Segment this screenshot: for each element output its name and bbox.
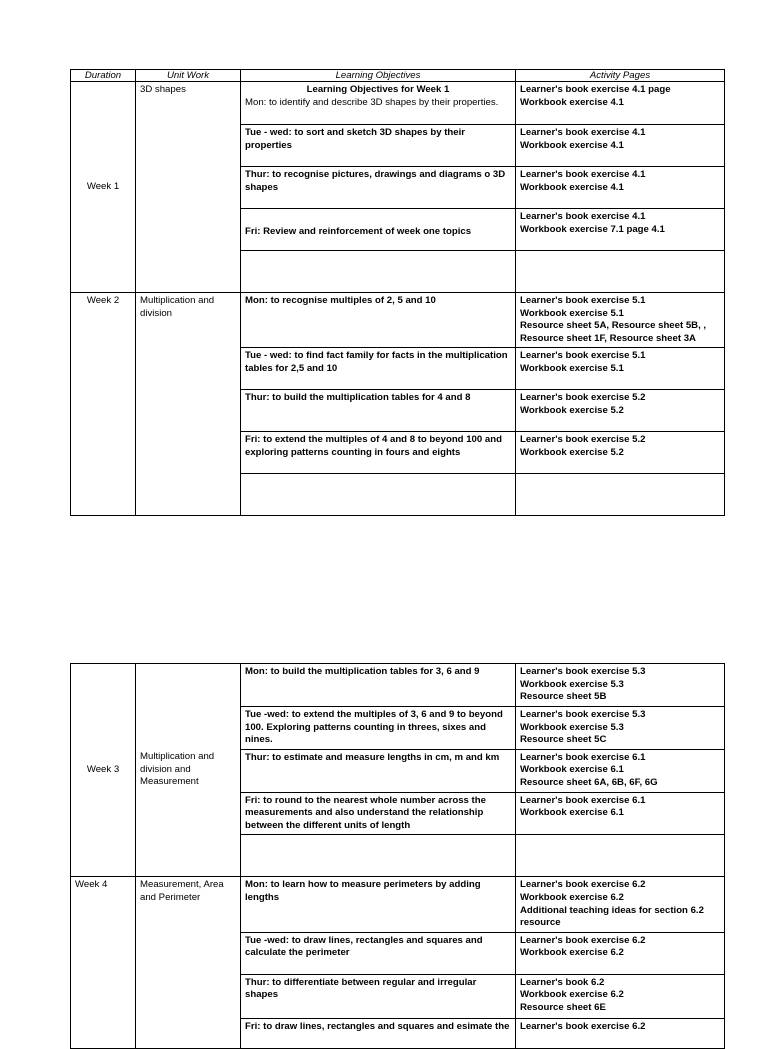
objective-text: Thur: to recognise pictures, drawings and diagrams o 3D shapes bbox=[245, 169, 506, 193]
objective-cell-empty bbox=[241, 835, 516, 877]
activity-line: Learner's book exercise 4.1 page bbox=[520, 84, 671, 95]
objective-text: Thur: to differentiate between regular and irregular shapes bbox=[245, 976, 477, 1001]
activity-line: Resource sheet 5B bbox=[520, 691, 607, 703]
objective-cell bbox=[241, 125, 516, 167]
activity-line: Workbook exercise 6.2 bbox=[520, 989, 624, 1001]
objective-cell bbox=[241, 432, 516, 474]
objective-text: Tue -wed: to extend the multiples of 3, 6 and 9 to beyond 100. Exploring patterns counting in threes, sixes and nines. bbox=[245, 709, 503, 746]
activity-line: Learner's book exercise 6.2 bbox=[520, 879, 646, 891]
activity-cell bbox=[516, 1018, 725, 1048]
activity-line: Resource sheet 5C bbox=[520, 734, 607, 746]
objective-text: Fri: to draw lines, rectangles and squares and esimate the bbox=[245, 1020, 510, 1032]
activity-line: Resource sheet 6A, 6B, 6F, 6G bbox=[520, 776, 658, 788]
objective-text: Mon: to recognise multiples of 2, 5 and 10 bbox=[245, 295, 436, 306]
activity-line: Workbook exercise 4.1 bbox=[520, 181, 624, 193]
activity-line: Workbook exercise 7.1 page 4.1 bbox=[520, 223, 665, 235]
activity-line: Resource sheet 6E bbox=[520, 1001, 606, 1013]
objective-cell bbox=[241, 792, 516, 835]
activity-line: Workbook exercise 5.3 bbox=[520, 721, 624, 733]
activity-line: Workbook exercise 5.2 bbox=[520, 446, 624, 458]
objective-cell bbox=[241, 707, 516, 750]
table-row bbox=[71, 82, 725, 125]
activity-cell bbox=[516, 390, 725, 432]
activity-line: Workbook exercise 4.1 bbox=[520, 139, 624, 151]
activity-cell bbox=[516, 664, 725, 707]
objective-cell bbox=[241, 1018, 516, 1048]
objective-text: Fri: to extend the multiples of 4 and 8 to beyond 100 and exploring patterns counting in fours and eights bbox=[245, 434, 502, 458]
activity-line: Workbook exercise 6.1 bbox=[520, 764, 624, 776]
objective-text: Thur: to estimate and measure lengths in cm, m and km bbox=[245, 751, 500, 763]
activity-cell bbox=[516, 125, 725, 167]
activity-cell-empty bbox=[516, 474, 725, 516]
activity-line: Learner's book 6.2 bbox=[520, 976, 605, 988]
duration-cell bbox=[71, 664, 136, 877]
objective-cell bbox=[241, 877, 516, 932]
duration-label: Week 1 bbox=[86, 180, 120, 192]
activity-line: Resource sheet 1F, Resource sheet 3A bbox=[520, 332, 696, 344]
unit-label: Measurement, Area and Perimeter bbox=[140, 879, 224, 903]
activity-line: Learner's book exercise 5.2 bbox=[520, 392, 646, 404]
objective-text: Tue - wed: to sort and sketch 3D shapes by their properties bbox=[245, 127, 465, 151]
table-header-row bbox=[71, 70, 725, 82]
unit-label: Multiplication and division and Measurement bbox=[140, 751, 215, 788]
activity-line: Learner's book exercise 5.2 bbox=[520, 434, 646, 446]
unit-cell bbox=[136, 877, 241, 1048]
unit-cell bbox=[136, 664, 241, 877]
objective-cell bbox=[241, 209, 516, 251]
lesson-plan-table-2 bbox=[70, 663, 725, 1049]
header-duration: Duration bbox=[71, 70, 136, 82]
activity-cell bbox=[516, 932, 725, 974]
activity-line: Workbook exercise 4.1 bbox=[520, 96, 624, 108]
activity-cell bbox=[516, 167, 725, 209]
activity-cell bbox=[516, 749, 725, 792]
objective-cell-empty bbox=[241, 474, 516, 516]
activity-line: Workbook exercise 6.2 bbox=[520, 947, 624, 959]
activity-line: Learner's book exercise 6.2 bbox=[520, 934, 646, 946]
objective-text: Tue - wed: to find fact family for facts in the multiplication tables for 2,5 and 10 bbox=[245, 350, 508, 374]
duration-cell bbox=[71, 82, 136, 293]
activity-line: Learner's book exercise 5.1 bbox=[520, 295, 646, 306]
activity-cell bbox=[516, 877, 725, 932]
activity-line: Learner's book exercise 4.1 bbox=[520, 127, 646, 138]
activity-line: Learner's book exercise 6.1 bbox=[520, 794, 646, 806]
activity-line: Workbook exercise 5.3 bbox=[520, 678, 624, 690]
table-row bbox=[71, 877, 725, 932]
activity-cell-empty bbox=[516, 251, 725, 293]
activity-cell bbox=[516, 82, 725, 125]
objective-cell bbox=[241, 932, 516, 974]
activity-line: Resource sheet 5A, Resource sheet 5B, , bbox=[520, 320, 707, 332]
objective-text: Mon: to identify and describe 3D shapes by their properties. bbox=[245, 96, 499, 108]
duration-label: Week 2 bbox=[86, 295, 120, 306]
activity-line: Learner's book exercise 6.1 bbox=[520, 751, 646, 763]
activity-cell bbox=[516, 432, 725, 474]
duration-cell bbox=[71, 293, 136, 516]
duration-label: Week 4 bbox=[75, 879, 108, 891]
activity-cell-empty bbox=[516, 835, 725, 877]
objective-cell bbox=[241, 82, 516, 125]
header-learning-objectives: Learning Objectives bbox=[241, 70, 516, 82]
objective-text: Mon: to build the multiplication tables for 3, 6 and 9 bbox=[245, 666, 480, 677]
unit-cell bbox=[136, 293, 241, 516]
activity-line: Learner's book exercise 5.1 bbox=[520, 350, 646, 362]
unit-cell bbox=[136, 82, 241, 293]
objective-text: Fri: Review and reinforcement of week one topics bbox=[245, 226, 472, 238]
activity-cell bbox=[516, 209, 725, 251]
activity-cell bbox=[516, 707, 725, 750]
activity-cell bbox=[516, 348, 725, 390]
table-row bbox=[71, 293, 725, 348]
activity-line: Workbook exercise 5.2 bbox=[520, 404, 624, 416]
objective-text: Thur: to build the multiplication tables for 4 and 8 bbox=[245, 392, 471, 404]
objective-text: Tue -wed: to draw lines, rectangles and squares and calculate the perimeter bbox=[245, 934, 483, 959]
lesson-plan-table-1 bbox=[70, 69, 725, 516]
objective-text: Fri: to round to the nearest whole number across the measurements and also understand the relationship between the different units of length bbox=[245, 794, 486, 831]
activity-line: resource bbox=[520, 917, 561, 929]
duration-label: Week 3 bbox=[86, 763, 120, 775]
activity-line: Learner's book exercise 4.1 bbox=[520, 211, 646, 222]
objective-cell bbox=[241, 167, 516, 209]
unit-label: 3D shapes bbox=[140, 84, 186, 95]
activity-cell bbox=[516, 792, 725, 835]
objective-cell bbox=[241, 348, 516, 390]
table-row bbox=[71, 664, 725, 707]
objective-cell bbox=[241, 293, 516, 348]
activity-line: Learner's book exercise 6.2 bbox=[520, 1020, 646, 1032]
activity-line: Learner's book exercise 5.3 bbox=[520, 666, 646, 677]
activity-line: Workbook exercise 6.2 bbox=[520, 891, 624, 903]
header-activity-pages: Activity Pages bbox=[516, 70, 725, 82]
activity-cell bbox=[516, 974, 725, 1018]
objective-cell bbox=[241, 749, 516, 792]
activity-line: Workbook exercise 5.1 bbox=[520, 362, 624, 374]
objective-text: Mon: to learn how to measure perimeters by adding lengths bbox=[245, 879, 481, 903]
objective-heading: Learning Objectives for Week 1 bbox=[306, 84, 450, 95]
objective-cell-empty bbox=[241, 251, 516, 293]
objective-cell bbox=[241, 390, 516, 432]
activity-line: Learner's book exercise 5.3 bbox=[520, 709, 646, 720]
duration-cell bbox=[71, 877, 136, 1048]
unit-label: Multiplication and division bbox=[140, 295, 215, 319]
activity-line: Workbook exercise 5.1 bbox=[520, 307, 624, 319]
activity-line: Additional teaching ideas for section 6.2 bbox=[520, 904, 704, 916]
objective-cell bbox=[241, 974, 516, 1018]
activity-line: Workbook exercise 6.1 bbox=[520, 807, 624, 819]
header-unit-work: Unit Work bbox=[136, 70, 241, 82]
objective-cell bbox=[241, 664, 516, 707]
activity-cell bbox=[516, 293, 725, 348]
activity-line: Learner's book exercise 4.1 bbox=[520, 169, 646, 180]
